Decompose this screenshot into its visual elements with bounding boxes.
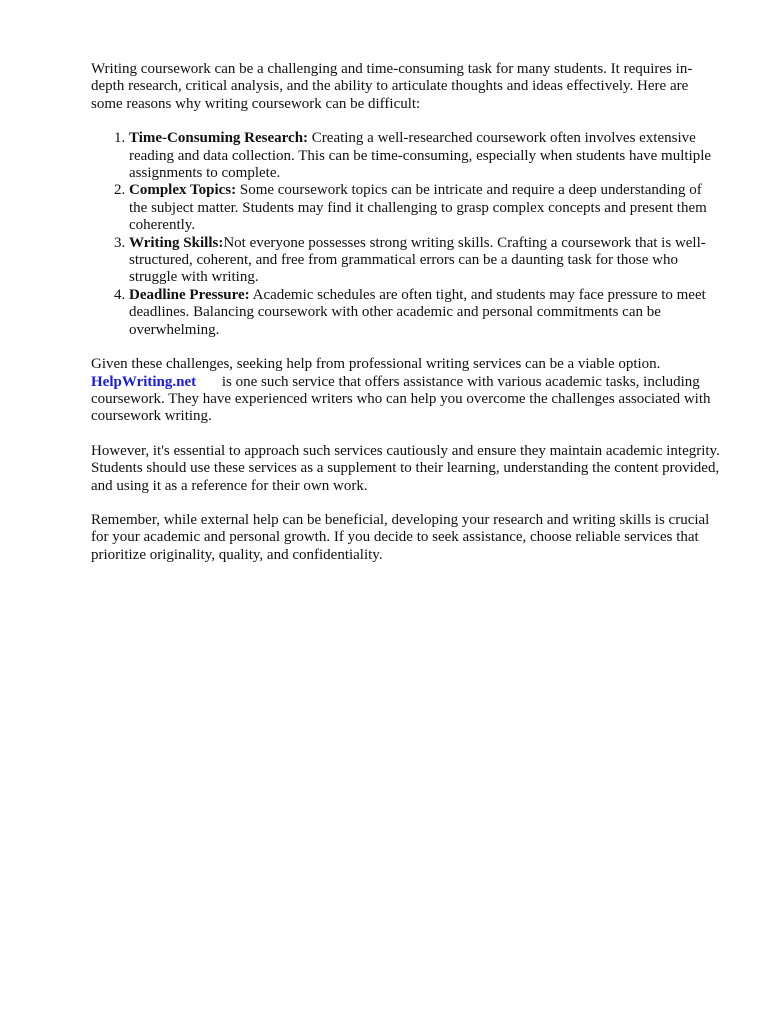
remember-paragraph: Remember, while external help can be beneficial, developing your research and writing skills is crucial for your academic and personal growth. If you decide to seek assistance, choose reliable services that prioritize originality, quality, and confidentiality. bbox=[91, 511, 710, 563]
list-item-term: Time-Consuming Research: bbox=[129, 130, 309, 147]
given-after-link-text: is one such service that offers assistance with various academic tasks, including coursework. They have experienced writers who can help you overcome the challenges associated with coursework writing. bbox=[91, 373, 711, 425]
list-item-term: Complex Topics: bbox=[129, 182, 237, 199]
list-item-deadline-pressure bbox=[129, 287, 721, 339]
list-item-text: Not everyone possesses strong writing skills. Crafting a coursework that is well-structured, coherent, and free from grammatical errors can be a daunting task for those who struggle with writing. bbox=[129, 234, 706, 286]
intro-paragraph: Writing coursework can be a challenging and time-consuming task for many students. It requires in-depth research, critical analysis, and the ability to articulate thoughts and ideas effectively. Here are some reasons why writing coursework can be difficult: bbox=[91, 61, 693, 112]
list-item-text: Academic schedules are often tight, and students may face pressure to meet deadlines. Balancing coursework with other academic and personal commitments can be overwhelming. bbox=[129, 286, 706, 338]
list-item-time-consuming-research bbox=[129, 130, 721, 182]
reasons-list bbox=[91, 130, 721, 339]
however-paragraph: However, it's essential to approach such services cautiously and ensure they maintain academic integrity. Students should use these services as a supplement to their learning, understanding the content provided, and using it as a reference for their own work. bbox=[91, 442, 720, 494]
list-item-term: Writing Skills: bbox=[129, 234, 224, 251]
helpwriting-link[interactable]: HelpWriting.net bbox=[91, 373, 197, 390]
list-item-text: Creating a well-researched coursework often involves extensive reading and data collection. This can be time-consuming, especially when students have multiple assignments to complete. bbox=[129, 130, 712, 182]
list-item-text: Some coursework topics can be intricate and require a deep understanding of the subject matter. Students may find it challenging to grasp complex concepts and present them coherently. bbox=[129, 182, 707, 234]
given-before-link-text: Given these challenges, seeking help from professional writing services can be a viable option. bbox=[91, 356, 661, 373]
list-item-term: Deadline Pressure: bbox=[129, 286, 250, 303]
document-page bbox=[91, 61, 721, 581]
list-item-complex-topics bbox=[129, 182, 721, 234]
given-challenges-paragraph bbox=[91, 356, 721, 426]
list-item-writing-skills bbox=[129, 235, 721, 287]
